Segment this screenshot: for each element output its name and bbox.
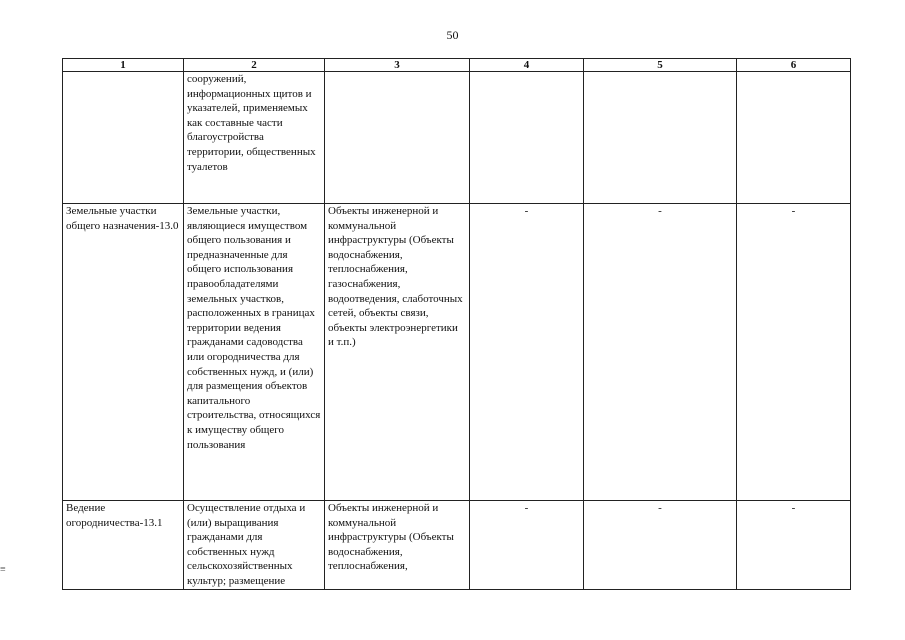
cell-text: сооружений, информационных щитов и указателей, применяемых как составные части благоустройства территории, общественных туалетов (187, 73, 316, 173)
column-header-6: 6 (737, 59, 851, 72)
cell-description (184, 204, 325, 501)
cell-text: Осуществление отдыха и (или) выращивания гражданами для собственных нужд сельскохозяйственных культур; размещение (187, 502, 306, 587)
land-use-table (62, 58, 851, 590)
margin-mark: ≡ (0, 564, 6, 575)
cell-text: Земельные участки общего назначения-13.0 (66, 205, 179, 232)
cell-col6 (737, 204, 851, 501)
cell-col5 (584, 72, 737, 204)
cell-type (63, 501, 184, 590)
cell-text: Земельные участки, являющиеся имуществом общего пользования и предназначенные для общего использования правообладателями земельных участков, расположенных в границах территории ведения гражданами садоводства или огородничества для собственных нужд, и (или) для размещения объектов капитального строительства, относящихся к имуществу общего пользования (187, 205, 321, 451)
cell-objects (325, 501, 470, 590)
column-header-5: 5 (584, 59, 737, 72)
cell-col5 (584, 501, 737, 590)
cell-col5 (584, 204, 737, 501)
column-header-3: 3 (325, 59, 470, 72)
column-header-1: 1 (63, 59, 184, 72)
cell-text: Объекты инженерной и коммунальной инфраструктуры (Объекты водоснабжения, теплоснабжения, (328, 502, 454, 573)
table-row (63, 204, 851, 501)
cell-type (63, 204, 184, 501)
table-header-row (63, 59, 851, 72)
cell-text: - (658, 205, 662, 217)
cell-col6 (737, 501, 851, 590)
cell-col4 (470, 501, 584, 590)
cell-description (184, 72, 325, 204)
cell-col6 (737, 72, 851, 204)
cell-text: - (791, 502, 796, 514)
cell-text: - (524, 502, 529, 514)
column-header-4: 4 (470, 59, 584, 72)
cell-type (63, 72, 184, 204)
cell-text: - (658, 502, 662, 514)
table-row (63, 501, 851, 590)
cell-text: - (524, 205, 529, 217)
cell-col4 (470, 72, 584, 204)
cell-text: Ведение огородничества-13.1 (66, 502, 163, 529)
table-row (63, 72, 851, 204)
page-number: 50 (446, 28, 459, 42)
cell-objects (325, 204, 470, 501)
cell-col4 (470, 204, 584, 501)
cell-text: Объекты инженерной и коммунальной инфраструктуры (Объекты водоснабжения, теплоснабжения, газоснабжения, водоотведения, слаботочных сетей, объекты связи, объекты электроэнергетики и т.п.) (328, 205, 463, 349)
cell-text: - (791, 205, 796, 217)
cell-objects (325, 72, 470, 204)
cell-description (184, 501, 325, 590)
column-header-2: 2 (184, 59, 325, 72)
